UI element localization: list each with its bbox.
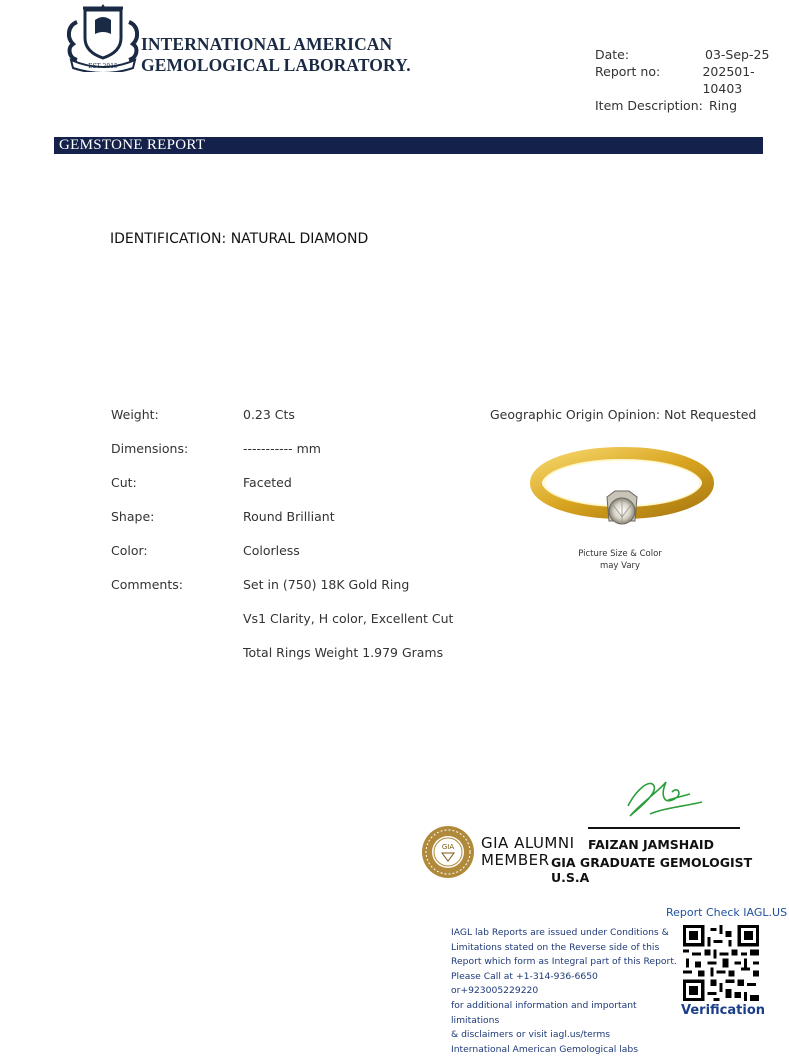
shape-label: Shape: xyxy=(111,509,155,524)
qr-code[interactable] xyxy=(683,925,759,1001)
weight-label: Weight: xyxy=(111,407,159,422)
dimensions-label: Dimensions: xyxy=(111,441,189,456)
meta-report-no: Report no: 202501-10403 xyxy=(595,64,755,96)
lab-name-line2: GEMOLOGICAL LABORATORY. xyxy=(141,55,411,75)
origin-opinion: Geographic Origin Opinion: Not Requested xyxy=(490,407,757,422)
comments-weight: Total Rings Weight 1.979 Grams xyxy=(243,645,444,660)
gia-seal-icon xyxy=(420,824,476,880)
signature xyxy=(620,772,710,822)
crest-icon xyxy=(63,4,143,72)
svg-text:EST 2015: EST 2015 xyxy=(88,63,118,70)
gia-alumni-member: GIA ALUMNI MEMBER xyxy=(481,834,575,869)
report-meta xyxy=(595,46,789,114)
weight-value: 0.23 Cts xyxy=(243,407,295,422)
banner-title: GEMSTONE REPORT xyxy=(59,137,206,153)
meta-item: Item Description: Ring xyxy=(595,98,738,113)
meta-date: Date: 03-Sep-25 xyxy=(595,47,770,62)
color-value: Colorless xyxy=(243,543,300,558)
comments-clarity: Vs1 Clarity, H color, Excellent Cut xyxy=(243,611,454,626)
gemologist-name: FAIZAN JAMSHAID xyxy=(588,837,714,852)
dimensions-value: ----------- mm xyxy=(243,441,321,456)
lab-name-line1: INTERNATIONAL AMERICAN xyxy=(141,34,393,54)
report-check-link[interactable]: Report Check IAGL.US xyxy=(666,906,788,919)
comments-value: Set in (750) 18K Gold Ring xyxy=(243,577,410,592)
verification-label: Verification xyxy=(681,1003,766,1018)
picture-caption: Picture Size & Color may Vary xyxy=(578,549,662,571)
cut-label: Cut: xyxy=(111,475,137,490)
lab-name xyxy=(141,34,411,76)
gemologist-title: GIA GRADUATE GEMOLOGIST U.S.A xyxy=(551,855,753,885)
color-label: Color: xyxy=(111,543,148,558)
shape-value: Round Brilliant xyxy=(243,509,335,524)
cut-value: Faceted xyxy=(243,475,292,490)
signature-line xyxy=(588,827,740,829)
identification: IDENTIFICATION: NATURAL DIAMOND xyxy=(110,231,369,247)
svg-text:GIA: GIA xyxy=(441,843,455,851)
comments-label: Comments: xyxy=(111,577,183,592)
ring-image xyxy=(525,445,715,545)
disclaimer: IAGL lab Reports are issued under Conditions & Limitations stated on the Reverse side of this Report which form as Integral part of this Report. Please Call at +1-314-936-6650 or+923005229220 for additional information and important limitations & disclaimers or visit iagl.us/terms International American Gemological labs xyxy=(451,927,677,1055)
